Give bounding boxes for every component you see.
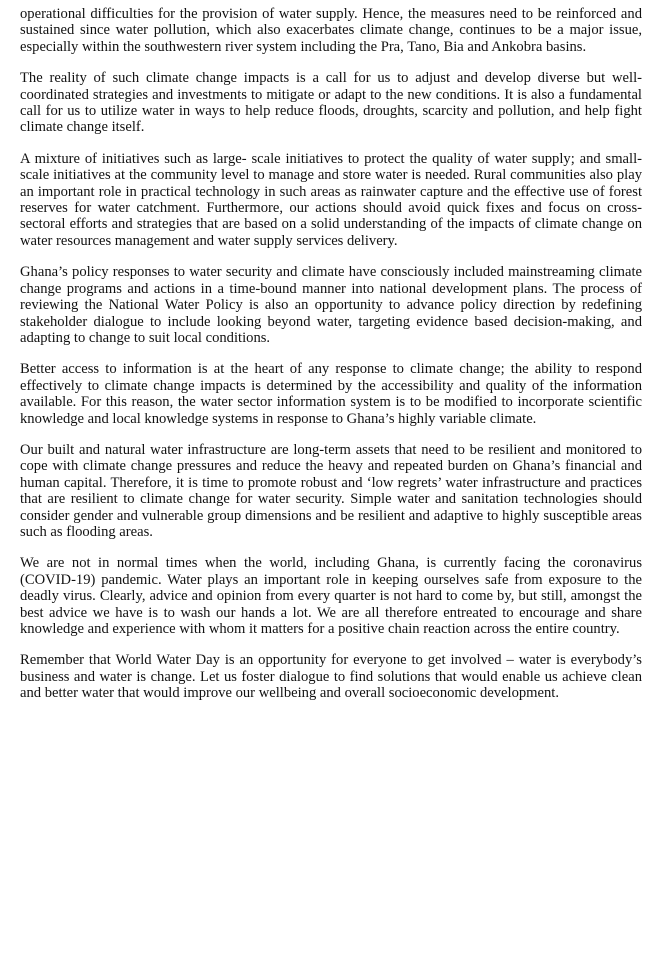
paragraph-covid-19: We are not in normal times when the world, including Ghana, is currently facing the coronavirus (COVID-19) pandemic. Water plays an important role in keeping ourselves safe from exposure to the deadly virus. Clearly, advice and opinion from every quarter is not hard to come by, but still, amongst the best advice we have is to wash our hands a lot. We are all therefore entreated to encourage and share knowledge and experience with whom it matters for a positive chain reaction across the entire country. <box>20 555 642 637</box>
paragraph-climate-impacts: The reality of such climate change impacts is a call for us to adjust and develop diverse but well-coordinated strategies and investments to mitigate or adapt to the new conditions. It is also a fundamental call for us to utilize water in ways to help reduce floods, droughts, scarcity and pollution, and help fight climate change itself. <box>20 70 642 136</box>
paragraph-world-water-day: Remember that World Water Day is an opportunity for everyone to get involved – water is everybody’s business and water is change. Let us foster dialogue to find solutions that would enable us achieve clean and better water that would improve our wellbeing and overall socioeconomic development. <box>20 652 642 702</box>
paragraph-initiatives: A mixture of initiatives such as large- scale initiatives to protect the quality of water supply; and small-scale initiatives at the community level to manage and store water is needed. Rural communities also play an important role in practical technology in such areas as rainwater capture and the effective use of forest reserves for water catchment. Furthermore, our actions should avoid quick fixes and focus on cross-sectoral efforts and strategies that are based on a solid understanding of the impacts of climate change on water resources management and water supply services delivery. <box>20 150 642 249</box>
paragraph-policy-responses: Ghana’s policy responses to water security and climate have consciously included mainstreaming climate change programs and actions in a time-bound manner into national development plans. The process of reviewing the National Water Policy is also an opportunity to advance policy direction by redefining stakeholder dialogue to include looking beyond water, targeting evidence based decision-making, and adapting to change to suit local conditions. <box>20 264 642 346</box>
paragraph-water-pollution: operational difficulties for the provision of water supply. Hence, the measures need to be reinforced and sustained since water pollution, which also exacerbates climate change, continues to be a major issue, especially within the southwestern river system including the Pra, Tano, Bia and Ankobra basins. <box>20 6 642 55</box>
paragraph-information-access: Better access to information is at the heart of any response to climate change; the ability to respond effectively to climate change impacts is determined by the accessibility and quality of the information available. For this reason, the water sector information system is to be modified to incorporate scientific knowledge and local knowledge systems in response to Ghana’s highly variable climate. <box>20 361 642 427</box>
paragraph-water-infrastructure: Our built and natural water infrastructure are long-term assets that need to be resilient and monitored to cope with climate change pressures and reduce the heavy and repeated burden on Ghana’s financial and human capital. Therefore, it is time to promote robust and ‘low regrets’ water infrastructure and practices that are resilient to climate change for water security. Simple water and sanitation technologies should consider gender and vulnerable group dimensions and be resilient and adaptive to highly susceptible areas such as flooding areas. <box>20 441 642 540</box>
